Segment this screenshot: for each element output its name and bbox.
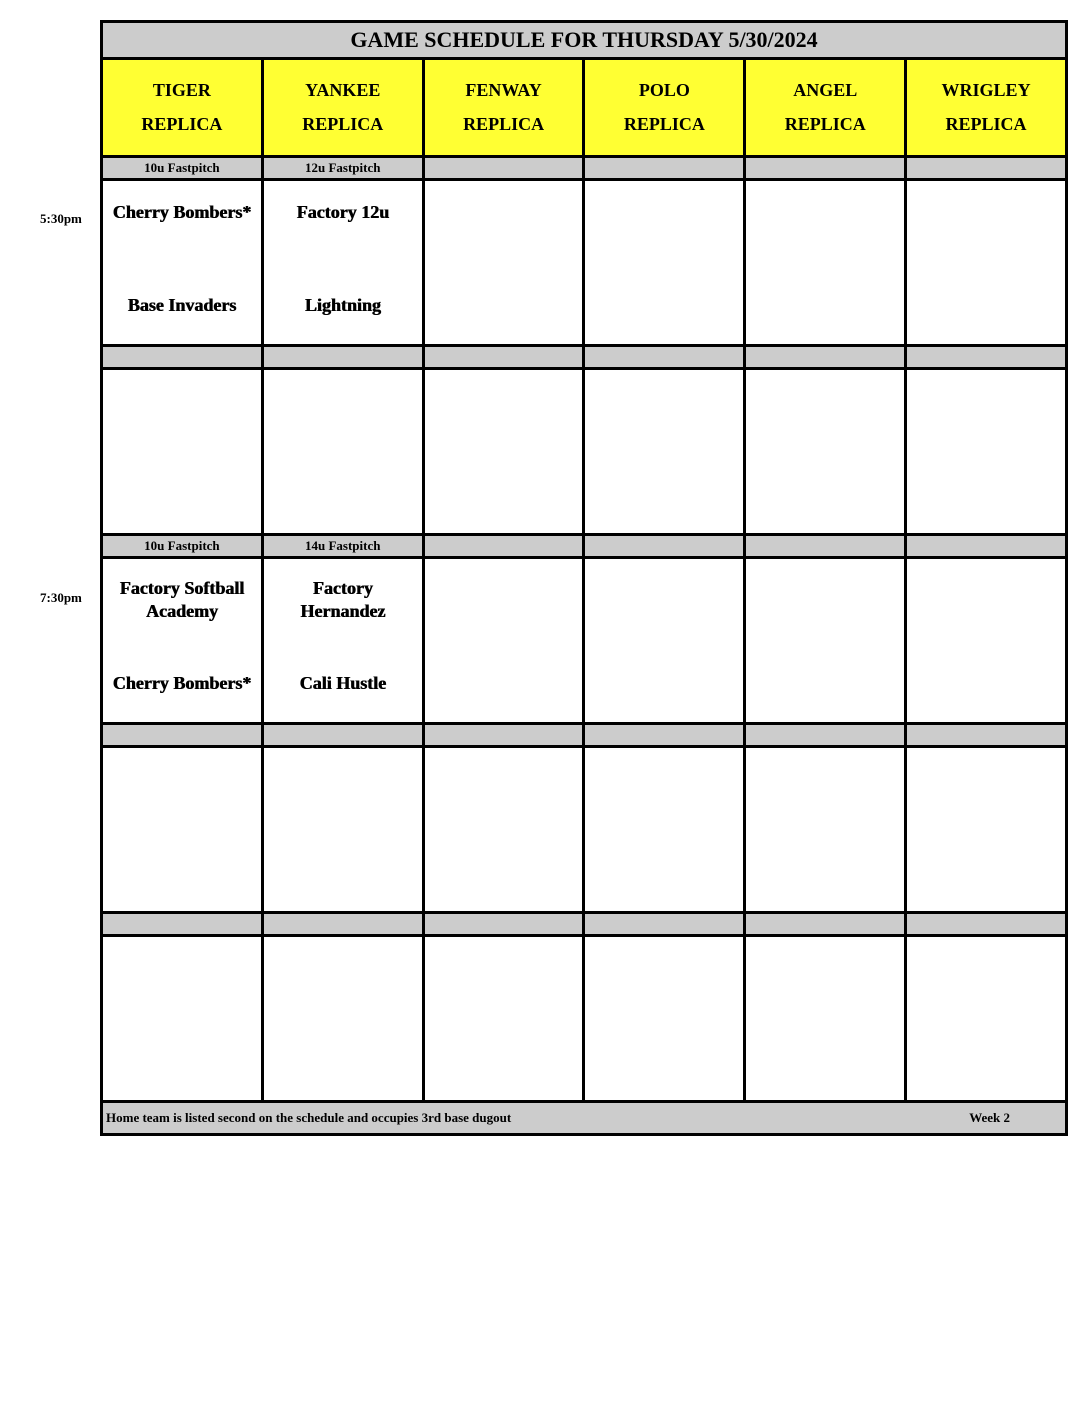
game-row xyxy=(103,370,1065,536)
division-row xyxy=(103,347,1065,370)
game-row xyxy=(103,559,1065,725)
game-cell xyxy=(264,559,425,722)
game-cell xyxy=(746,181,907,344)
away-team: Factory Softball Academy xyxy=(119,578,245,621)
game-cell xyxy=(907,181,1065,344)
division-row xyxy=(103,725,1065,748)
division-label xyxy=(264,347,425,367)
game-cell xyxy=(746,937,907,1100)
division-label xyxy=(103,725,264,745)
field-name: WRIGLEY xyxy=(941,79,1031,100)
schedule-footer xyxy=(103,1103,1065,1133)
division-label xyxy=(425,158,586,178)
week-label: Week 2 xyxy=(969,1110,1010,1125)
field-sub: REPLICA xyxy=(945,114,1027,135)
game-cell xyxy=(425,181,586,344)
field-header-polo xyxy=(585,60,746,155)
division-label xyxy=(585,725,746,745)
division-label xyxy=(585,158,746,178)
division-label xyxy=(103,347,264,367)
game-cell xyxy=(585,559,746,722)
game-cell xyxy=(264,181,425,344)
game-cell xyxy=(585,370,746,533)
division-label xyxy=(907,347,1065,367)
division-row xyxy=(103,914,1065,937)
game-cell xyxy=(907,748,1065,911)
field-name: YANKEE xyxy=(305,79,381,100)
division-label xyxy=(425,914,586,934)
time-label-530: 5:30pm xyxy=(40,211,82,226)
field-sub: REPLICA xyxy=(784,114,866,135)
away-team: Factory 12u xyxy=(296,202,389,222)
division-label: 10u Fastpitch xyxy=(103,536,264,556)
game-cell xyxy=(746,370,907,533)
division-label: 14u Fastpitch xyxy=(264,536,425,556)
division-label xyxy=(746,914,907,934)
home-team: Cali Hustle xyxy=(299,673,386,693)
game-cell xyxy=(425,748,586,911)
home-team-note: Home team is listed second on the schedule and occupies 3rd base dugout xyxy=(106,1110,512,1125)
division-label xyxy=(264,914,425,934)
division-row xyxy=(103,158,1065,181)
game-cell xyxy=(907,370,1065,533)
division-label xyxy=(425,725,586,745)
division-label xyxy=(907,914,1065,934)
division-label xyxy=(264,725,425,745)
field-header-fenway xyxy=(425,60,586,155)
division-label xyxy=(907,158,1065,178)
field-header-tiger xyxy=(103,60,264,155)
field-header-wrigley xyxy=(907,60,1065,155)
field-sub: REPLICA xyxy=(141,114,223,135)
game-row xyxy=(103,748,1065,914)
game-cell xyxy=(103,748,264,911)
field-sub: REPLICA xyxy=(463,114,545,135)
game-row xyxy=(103,181,1065,347)
game-cell xyxy=(746,559,907,722)
field-header-angel xyxy=(746,60,907,155)
home-team: Base Invaders xyxy=(127,295,237,315)
game-cell xyxy=(103,559,264,722)
game-cell xyxy=(585,937,746,1100)
schedule-title: GAME SCHEDULE FOR THURSDAY 5/30/2024 xyxy=(103,23,1065,60)
field-name: POLO xyxy=(638,79,690,100)
division-label xyxy=(746,536,907,556)
game-cell xyxy=(746,748,907,911)
field-sub: REPLICA xyxy=(623,114,705,135)
field-header-yankee xyxy=(264,60,425,155)
schedule-table xyxy=(100,20,1068,1136)
division-label xyxy=(425,536,586,556)
division-label xyxy=(746,725,907,745)
field-name: TIGER xyxy=(152,79,211,100)
division-label xyxy=(585,347,746,367)
game-cell xyxy=(103,181,264,344)
game-cell xyxy=(585,748,746,911)
division-label xyxy=(746,158,907,178)
game-cell xyxy=(425,370,586,533)
game-cell xyxy=(907,937,1065,1100)
field-name: ANGEL xyxy=(793,79,858,100)
division-label xyxy=(907,725,1065,745)
field-name: FENWAY xyxy=(465,79,542,100)
division-label: 10u Fastpitch xyxy=(103,158,264,178)
away-team: Cherry Bombers* xyxy=(112,202,252,222)
division-row xyxy=(103,536,1065,559)
game-cell xyxy=(425,559,586,722)
division-label xyxy=(585,536,746,556)
division-label xyxy=(746,347,907,367)
game-cell xyxy=(103,370,264,533)
game-cell xyxy=(585,181,746,344)
division-label xyxy=(907,536,1065,556)
game-row xyxy=(103,937,1065,1103)
away-team: Factory Hernandez xyxy=(300,578,386,621)
game-cell xyxy=(425,937,586,1100)
time-label-730: 7:30pm xyxy=(40,590,82,605)
home-team: Lightning xyxy=(304,295,381,315)
game-cell xyxy=(264,748,425,911)
field-sub: REPLICA xyxy=(302,114,384,135)
field-header-row xyxy=(103,60,1065,158)
division-label xyxy=(425,347,586,367)
game-cell xyxy=(264,370,425,533)
game-cell xyxy=(264,937,425,1100)
game-cell xyxy=(907,559,1065,722)
home-team: Cherry Bombers* xyxy=(112,673,252,693)
division-label xyxy=(103,914,264,934)
division-label xyxy=(585,914,746,934)
division-label: 12u Fastpitch xyxy=(264,158,425,178)
game-cell xyxy=(103,937,264,1100)
